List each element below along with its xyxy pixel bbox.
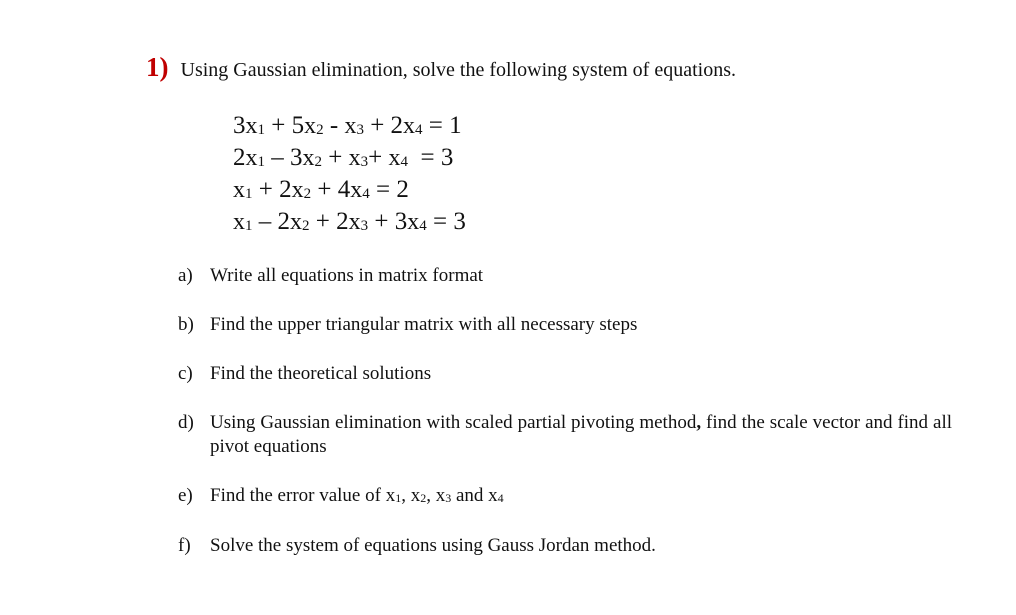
term-variable: x xyxy=(388,145,401,171)
task-f xyxy=(178,534,968,558)
task-label: c) xyxy=(178,363,193,384)
task-label: a) xyxy=(178,265,193,286)
term-subscript: 2 xyxy=(302,218,310,234)
term-subscript: 2 xyxy=(303,186,312,202)
task-variable-subscript: 1 xyxy=(395,491,402,505)
equation-term xyxy=(233,144,265,171)
term-subscript: 1 xyxy=(257,122,265,138)
equation-4 xyxy=(233,206,466,238)
task-variable-subscript: 2 xyxy=(420,491,427,505)
task-label: e) xyxy=(178,485,193,506)
equation-term xyxy=(292,112,324,139)
term-subscript: 2 xyxy=(314,154,322,170)
task-variable-base: x xyxy=(385,485,396,506)
equation-operator: = xyxy=(426,208,454,235)
question-prompt: Using Gaussian elimination, solve the following system of equations. xyxy=(180,59,736,81)
equation-operator: + xyxy=(368,144,389,171)
equation-operator: + xyxy=(322,144,349,171)
equation-constant: 2 xyxy=(396,176,409,203)
term-coefficient: 4 xyxy=(337,176,351,203)
term-coefficient: 2 xyxy=(279,176,292,203)
term-variable: x xyxy=(245,145,258,171)
equation-operator: + xyxy=(265,112,292,139)
equation-term xyxy=(233,176,253,203)
question-header xyxy=(146,52,736,83)
task-variable xyxy=(436,485,452,506)
equation-term xyxy=(233,112,265,139)
equation-system xyxy=(233,110,466,238)
equation-operator: = xyxy=(407,144,441,171)
task-variable-base: x xyxy=(435,485,446,506)
term-subscript: 3 xyxy=(360,154,369,170)
equation-operator: – xyxy=(252,208,278,235)
task-variable xyxy=(386,485,402,506)
term-variable: x xyxy=(290,209,302,235)
equation-operator: = xyxy=(422,112,450,139)
term-subscript: 4 xyxy=(400,154,408,170)
question-number: 1) xyxy=(146,52,169,82)
task-text xyxy=(210,484,968,508)
equation-term xyxy=(344,112,364,139)
task-variable xyxy=(411,485,427,506)
task-variable xyxy=(488,485,504,506)
task-c xyxy=(178,362,968,386)
equation-operator: + xyxy=(252,176,280,203)
task-text-prefix: Find the error value of xyxy=(210,485,386,506)
term-variable: x xyxy=(344,113,357,139)
equation-term xyxy=(279,176,311,203)
equation-2 xyxy=(233,142,466,174)
equation-constant: 1 xyxy=(449,112,462,139)
equation-constant: 3 xyxy=(453,208,466,235)
task-a xyxy=(178,264,968,288)
task-b xyxy=(178,313,968,337)
task-variable-base: x xyxy=(410,485,421,506)
task-d xyxy=(178,411,968,459)
task-variable-subscript: 4 xyxy=(497,491,504,505)
equation-operator: + xyxy=(368,208,395,235)
task-label: f) xyxy=(178,535,191,556)
equation-term xyxy=(388,144,408,171)
task-label: d) xyxy=(178,412,194,433)
term-variable: x xyxy=(407,209,420,235)
term-variable: x xyxy=(302,145,315,171)
equation-1 xyxy=(233,110,466,142)
equation-term xyxy=(233,208,253,235)
term-subscript: 1 xyxy=(245,218,253,234)
task-text: Find the upper triangular matrix with all necessary steps xyxy=(210,314,638,335)
term-variable: x xyxy=(291,177,304,203)
task-text: Find the theoretical solutions xyxy=(210,363,432,384)
term-coefficient: 2 xyxy=(390,112,404,139)
task-text-part2: find the scale vector and find all pivot equations xyxy=(210,412,952,457)
term-variable: x xyxy=(245,113,258,139)
term-variable: x xyxy=(233,209,245,235)
task-variable-subscript: 3 xyxy=(445,491,452,505)
task-label: b) xyxy=(178,314,194,335)
equation-constant: 3 xyxy=(440,144,454,171)
equation-term xyxy=(290,144,322,171)
equation-3 xyxy=(233,174,466,206)
equation-operator: = xyxy=(369,176,397,203)
term-subscript: 4 xyxy=(362,186,370,202)
equation-term xyxy=(391,112,423,139)
task-text: Solve the system of equations using Gauss Jordan method. xyxy=(210,535,656,556)
term-subscript: 1 xyxy=(245,186,253,202)
term-coefficient: 2 xyxy=(336,208,349,235)
equation-term xyxy=(349,144,369,171)
term-coefficient: 2 xyxy=(277,208,290,235)
task-joiner: , xyxy=(426,485,436,506)
term-subscript: 4 xyxy=(419,218,427,234)
term-subscript: 1 xyxy=(257,154,265,170)
task-and: and xyxy=(451,485,489,506)
equation-operator: - xyxy=(323,112,345,139)
term-variable: x xyxy=(350,177,363,203)
task-text xyxy=(210,411,952,459)
equation-term xyxy=(395,208,427,235)
term-variable: x xyxy=(233,177,245,203)
equation-operator: – xyxy=(265,144,290,171)
equation-operator: + xyxy=(311,176,338,203)
term-variable: x xyxy=(348,209,361,235)
term-coefficient: 3 xyxy=(394,208,408,235)
term-subscript: 2 xyxy=(316,122,324,138)
task-e xyxy=(178,484,968,508)
term-variable: x xyxy=(304,113,317,139)
task-joiner: , xyxy=(401,485,411,506)
equation-term xyxy=(336,208,368,235)
task-variable-base: x xyxy=(488,485,498,506)
term-coefficient: 3 xyxy=(290,144,303,171)
task-text-part1: Using Gaussian elimination with scaled partial pivoting method xyxy=(210,412,697,433)
term-subscript: 3 xyxy=(356,122,364,138)
term-subscript: 4 xyxy=(415,122,423,138)
equation-operator: + xyxy=(363,112,391,139)
term-coefficient: 5 xyxy=(291,112,305,139)
task-text-comma: , xyxy=(696,412,702,433)
task-text: Write all equations in matrix format xyxy=(210,265,484,286)
equation-term xyxy=(278,208,310,235)
term-coefficient: 2 xyxy=(233,144,246,171)
equation-operator: + xyxy=(309,208,337,235)
term-subscript: 3 xyxy=(360,218,369,234)
term-variable: x xyxy=(403,113,416,139)
term-variable: x xyxy=(348,145,361,171)
term-coefficient: 3 xyxy=(233,112,246,139)
equation-term xyxy=(338,176,370,203)
